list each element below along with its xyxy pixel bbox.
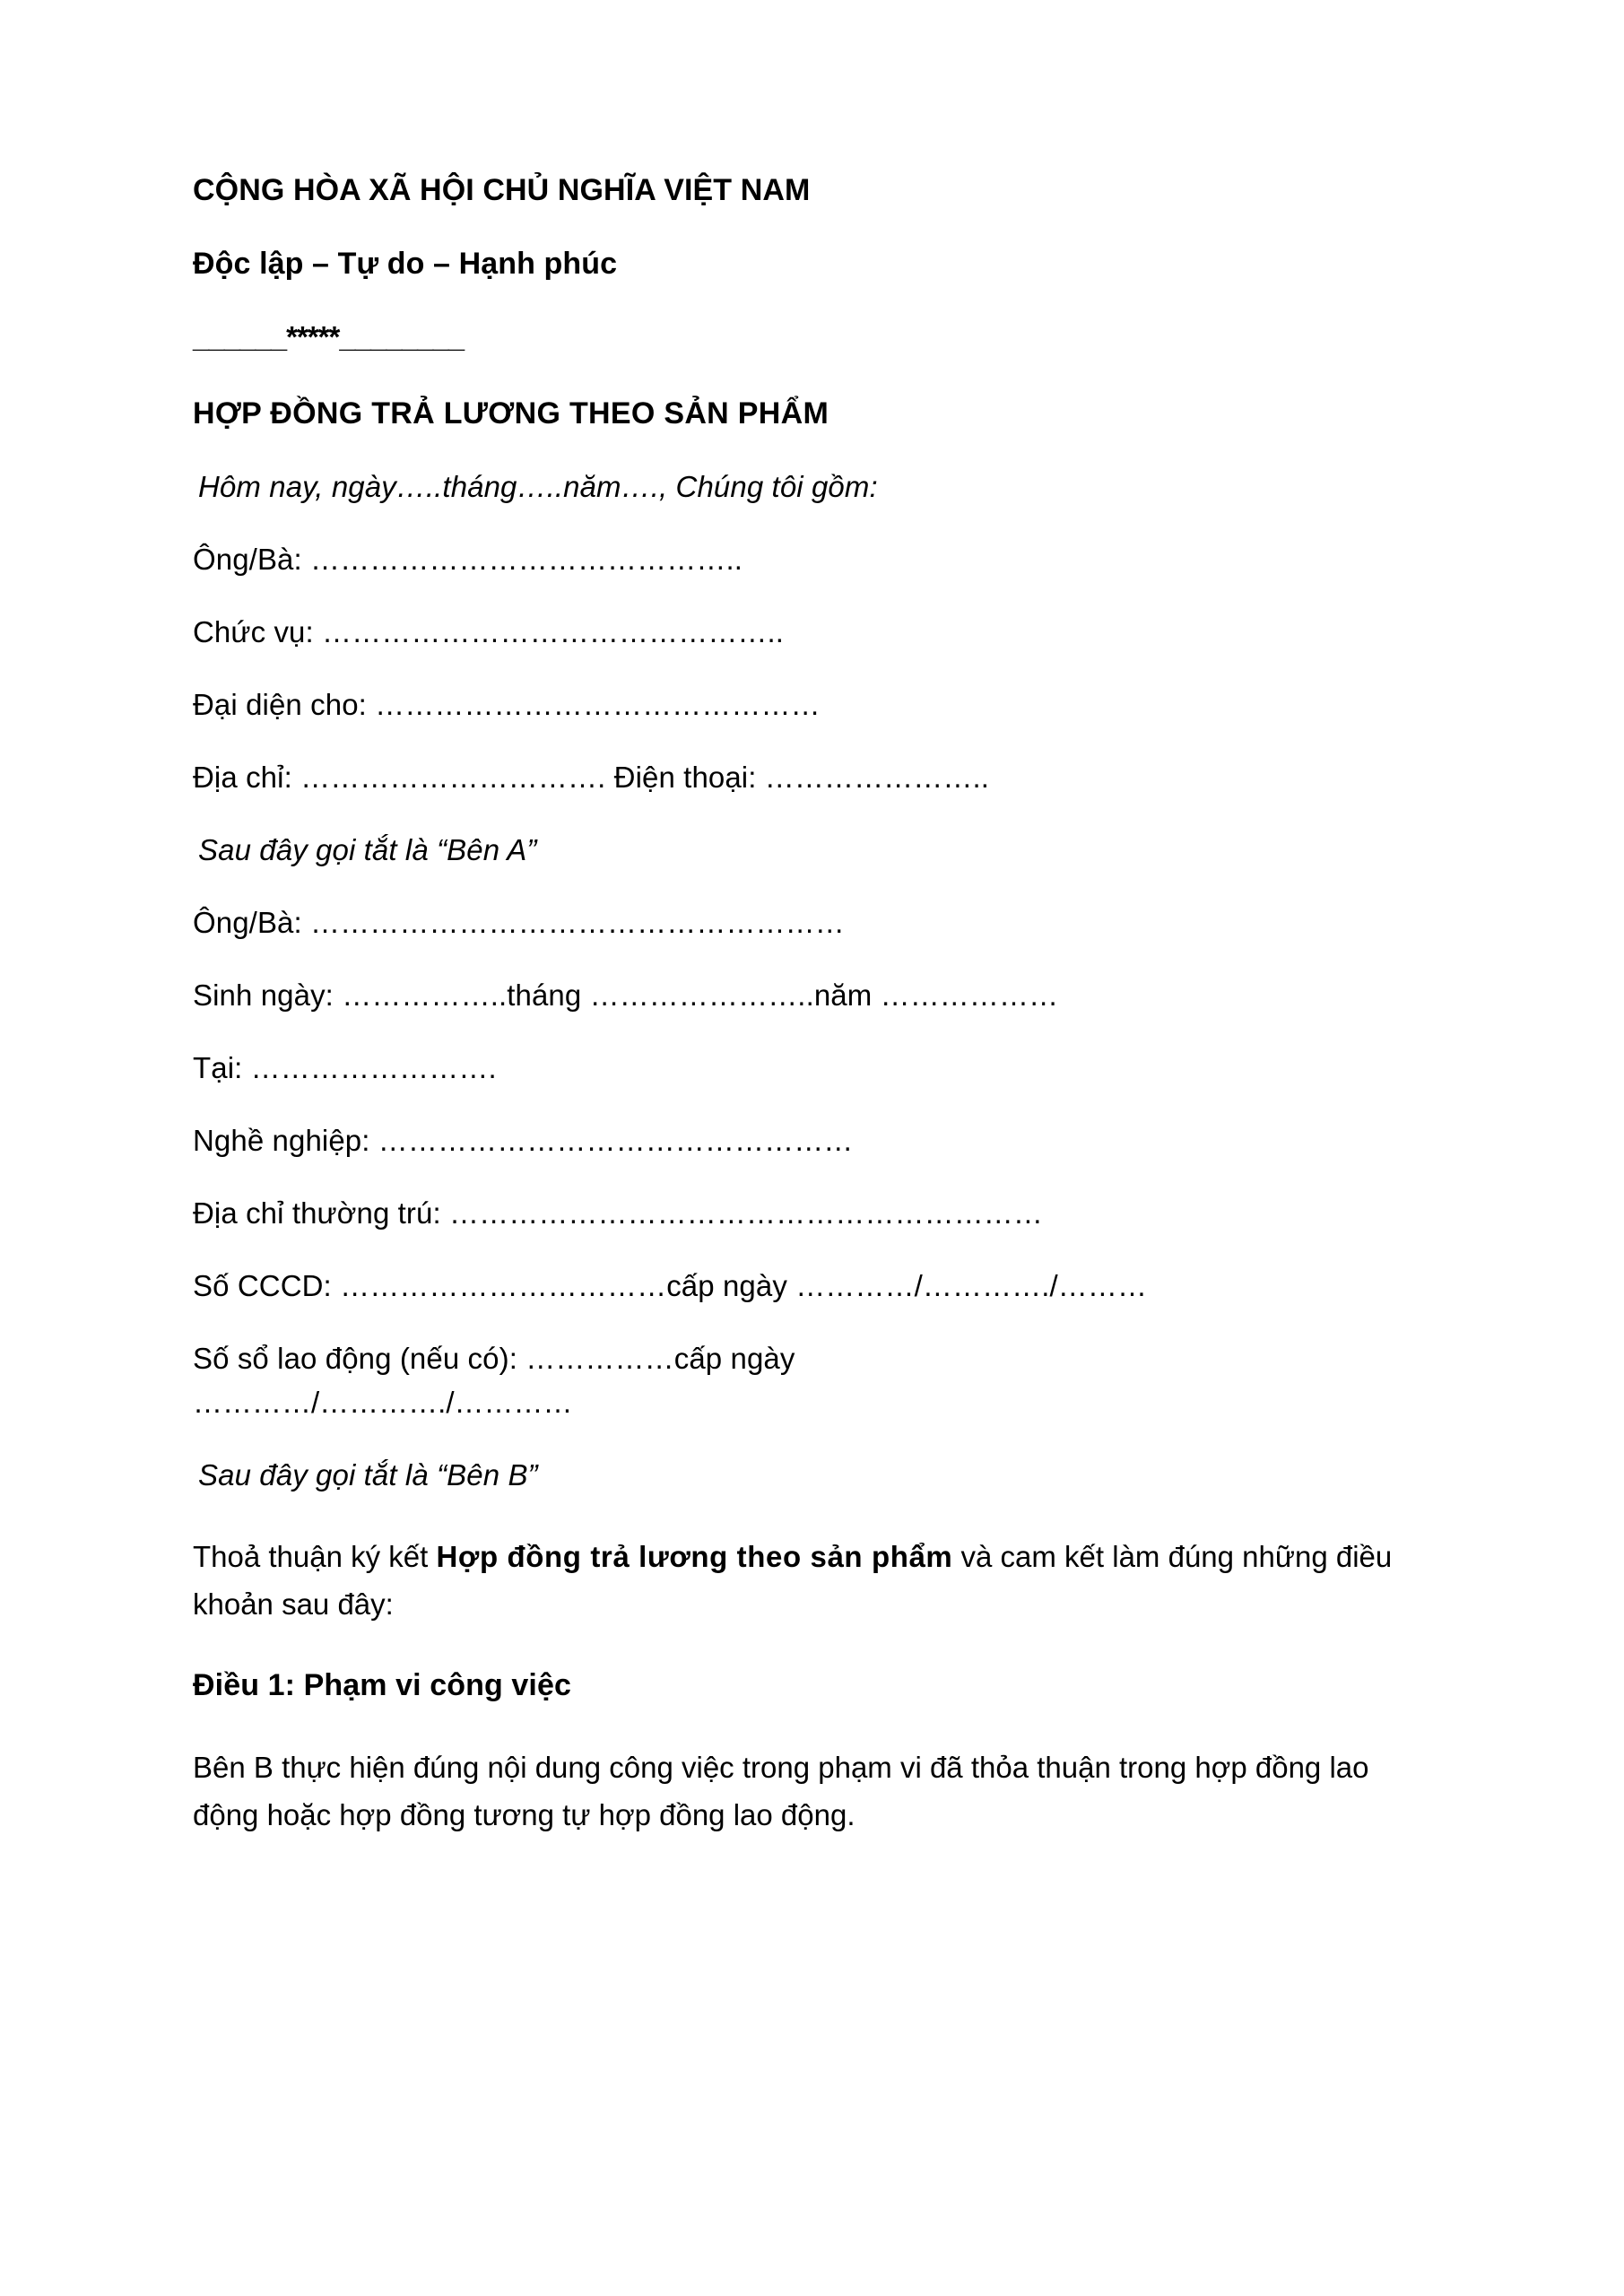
decorative-separator: ______*****________ [193,320,465,353]
party-b-labor-book-date-line: …………/…………./………… [193,1386,573,1419]
party-a-alias-line: Sau đây gọi tắt là “Bên A” [198,833,537,866]
party-b-alias-line: Sau đây gọi tắt là “Bên B” [198,1458,538,1492]
agreement-suffix: và cam kết làm đúng những điều khoản sau đây: [193,1540,1393,1622]
party-b-labor-book-line: Số sổ lao động (nếu có): ……………cấp ngày [193,1342,795,1375]
article-1-heading: Điều 1: Phạm vi công việc [193,1667,571,1702]
national-header: CỘNG HÒA XÃ HỘI CHỦ NGHĨA VIỆT NAM [193,173,811,207]
date-line: Hôm nay, ngày…..tháng…..năm…., Chúng tôi gồm: [198,470,878,503]
party-a-representing-line: Đại diện cho: ……………………………………… [193,688,821,721]
party-b-occupation-line: Nghề nghiệp: ………………………………………… [193,1124,854,1157]
agreement-paragraph [193,1533,1408,1629]
party-b-id-line: Số CCCD: ……………………………cấp ngày …………/…………./……… [193,1269,1148,1302]
document-title: HỢP ĐỒNG TRẢ LƯƠNG THEO SẢN PHẨM [193,396,829,430]
party-a-position-line: Chức vụ: ……………………………………….. [193,615,785,648]
document-body [193,175,1439,1839]
article-1-body: Bên B thực hiện đúng nội dung công việc trong phạm vi đã thỏa thuận trong hợp đồng lao động hoặc hợp đồng tương tự hợp đồng lao động. [193,1750,1369,1832]
party-b-name-line: Ông/Bà: ……………………………………………… [193,906,845,939]
agreement-contract-name: Hợp đồng trả lương theo sản phẩm [436,1540,953,1573]
national-motto: Độc lập – Tự do – Hạnh phúc [193,247,618,281]
party-b-permanent-address-line: Địa chỉ thường trú: …………………………………………………… [193,1196,1044,1230]
agreement-prefix: Thoả thuận ký kết [193,1540,437,1573]
party-b-birthplace-line: Tại: ……………………. [193,1051,497,1084]
party-b-birth-line: Sinh ngày: ……………..tháng …………………..năm ……………… [193,978,1059,1012]
party-a-name-line: Ông/Bà: …………………………………….. [193,543,743,576]
party-a-address-phone-line: Địa chỉ: …………………………. Điện thoại: ………………….. [193,761,990,794]
